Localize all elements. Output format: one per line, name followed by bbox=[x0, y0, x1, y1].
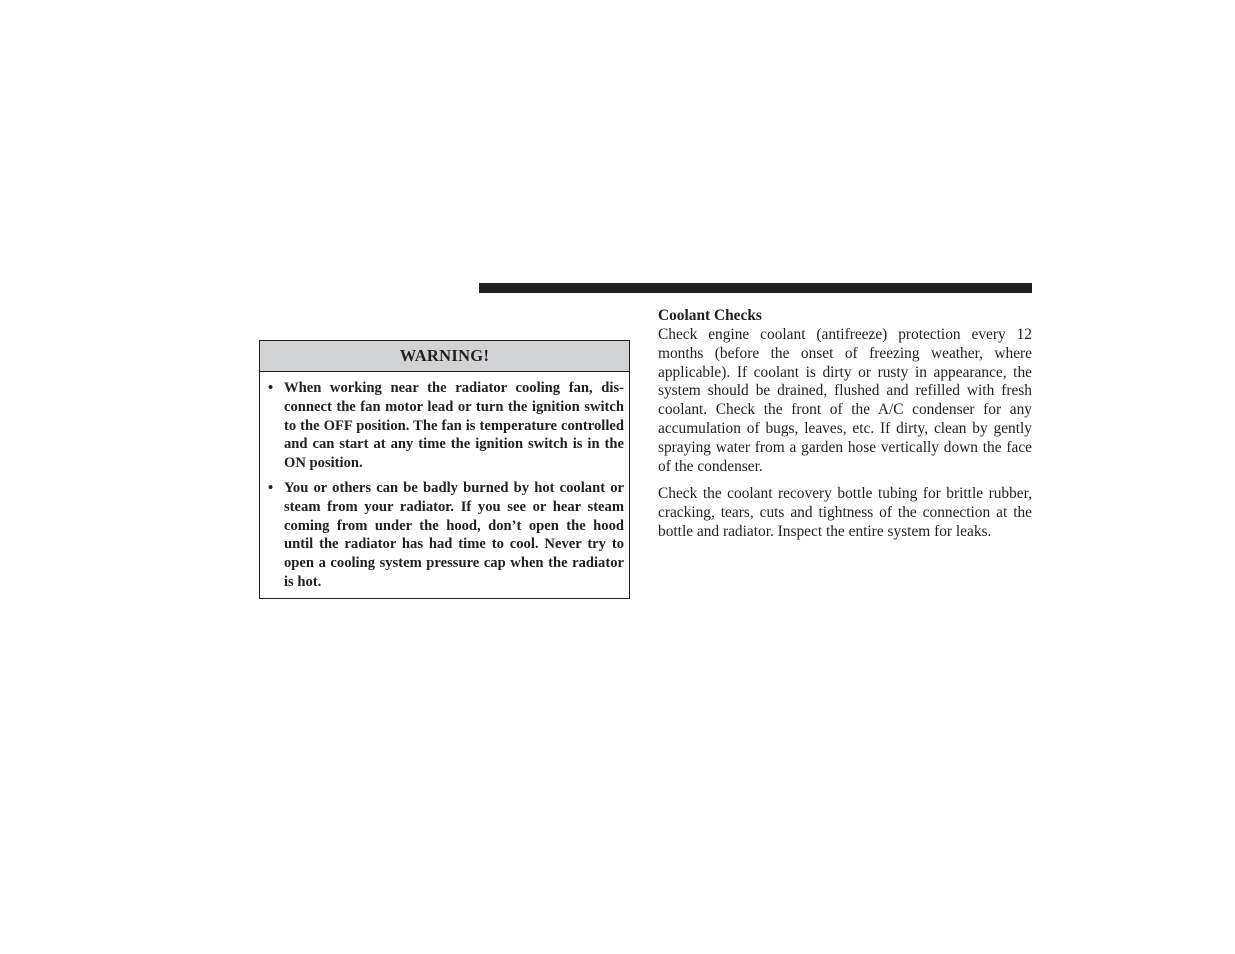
warning-item-fan bbox=[268, 379, 624, 473]
section-title: Coolant Checks bbox=[658, 307, 762, 324]
warning-title: WARNING! bbox=[260, 341, 629, 372]
coolant-checks-section bbox=[658, 306, 1032, 542]
warning-item-text: When working near the radiator cooling fan, disconnect the fan motor lead or turn the ignition switch to the OFF position. The fan is temperature controlled and can start at any time the ignition switch is in the ON position. bbox=[284, 380, 624, 472]
warning-item-text: You or others can be badly burned by hot coolant or steam from your radiator. If you see or hear steam coming from under the hood, don’t open the hood until the radiator has had time to cool. Never try to open a cooling system pressure cap when the radiator is hot. bbox=[284, 480, 624, 590]
warning-item-burn bbox=[268, 479, 624, 592]
section-header-rule bbox=[479, 283, 1032, 293]
bullet-icon: • bbox=[268, 380, 274, 396]
coolant-paragraph-1: Check engine coolant (antifreeze) protection every 12 months (before the onset of freezing weather, where applicable). If coolant is dirty or rusty in appearance, the system should be drained, flushed and refilled with fresh coolant. Check the front of the A/C condenser for any accumulation of bugs, leaves, etc. If dirty, clean by gently spraying water from a garden hose vertically down the face of the condenser. bbox=[658, 326, 1032, 475]
warning-box bbox=[259, 340, 630, 599]
coolant-paragraph-2: Check the coolant recovery bottle tubing for brittle rubber, cracking, tears, cuts and tightness of the connection at the bottle and radiator. Inspect the entire system for leaks. bbox=[658, 485, 1032, 540]
bullet-icon: • bbox=[268, 480, 274, 496]
